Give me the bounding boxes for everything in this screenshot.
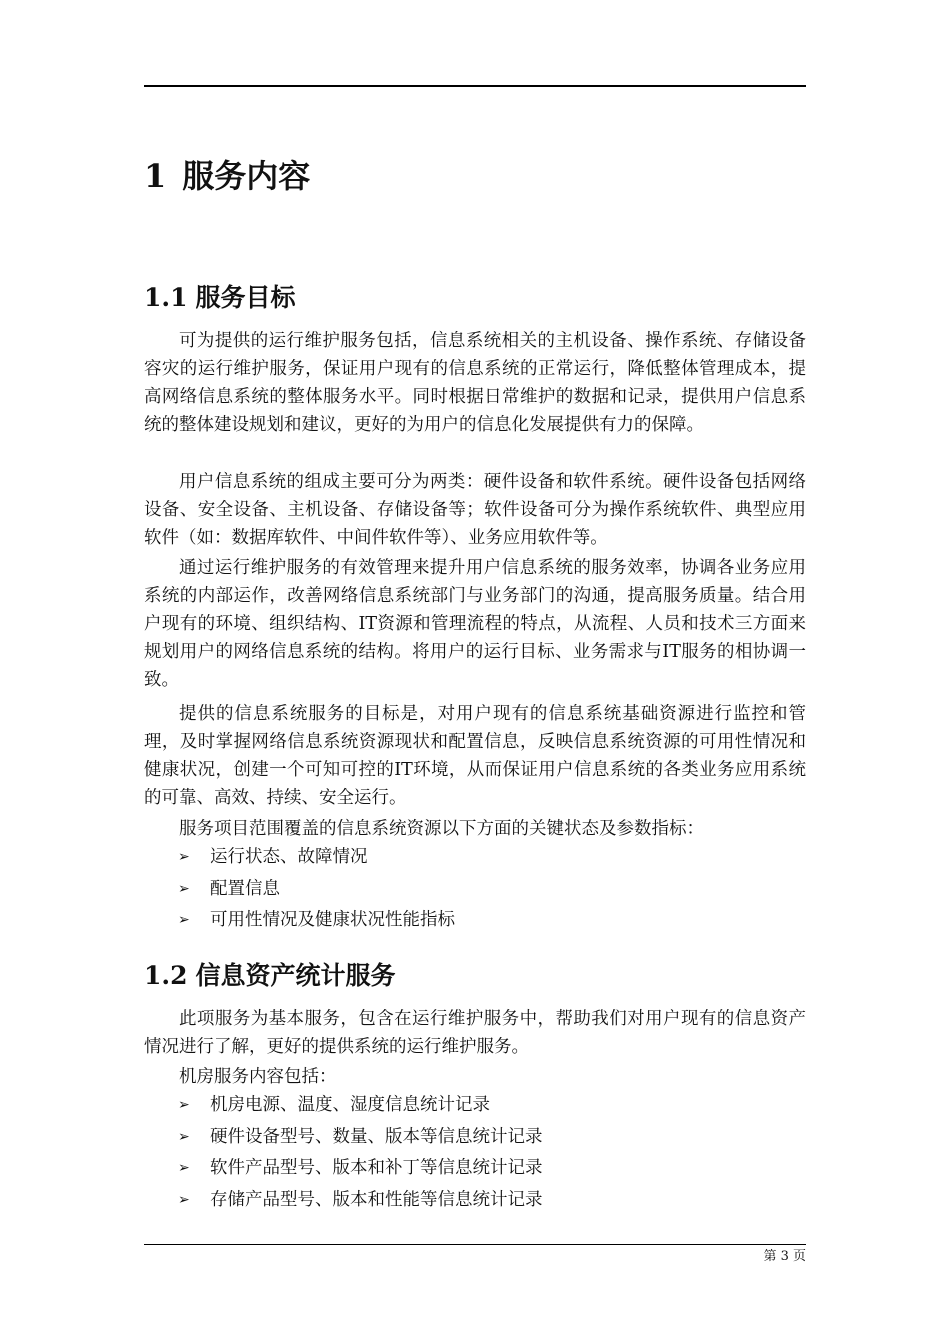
arrow-bullet-icon: ➢ xyxy=(178,1128,190,1145)
list-item: ➢ 硬件设备型号、数量、版本等信息统计记录 xyxy=(178,1122,543,1154)
arrow-bullet-icon: ➢ xyxy=(178,849,190,865)
arrow-bullet-icon: ➢ xyxy=(178,1191,190,1208)
chapter-heading xyxy=(144,156,310,196)
paragraph: 提供的信息系统服务的目标是，对用户现有的信息系统基础资源进行监控和管理，及时掌握网络信息系统资源现状和配置信息，反映信息系统资源的可用性情况和健康状况，创建一个可知可控的IT环境，从而保证用户信息系统的各类业务应用系统的可靠、高效、持续、安全运行。 xyxy=(144,704,806,808)
arrow-bullet-icon: ➢ xyxy=(178,880,190,897)
bullet-list xyxy=(178,1090,543,1216)
paragraph: 通过运行维护服务的有效管理来提升用户信息系统的服务效率，协调各业务应用系统的内部运作，改善网络信息系统部门与业务部门的沟通，提高服务质量。结合用户现有的环境、组织结构、IT资源和管理流程的特点，从流程、人员和技术三方面来规划用户的网络信息系统的结构。将用户的运行目标、业务需求与IT服务的相协调一致。 xyxy=(144,558,806,690)
list-item: ➢ 机房电源、温度、湿度信息统计记录 xyxy=(178,1090,543,1122)
paragraph: 用户信息系统的组成主要可分为两类：硬件设备和软件系统。硬件设备包括网络设备、安全设备、主机设备、存储设备等；软件设备可分为操作系统软件、典型应用软件（如：数据库软件、中间件软件等）、业务应用软件等。 xyxy=(144,472,806,548)
list-item: ➢ 存储产品型号、版本和性能等信息统计记录 xyxy=(178,1185,543,1217)
chapter-title: 服务内容 xyxy=(182,157,311,195)
list-item: ➢ 配置信息 xyxy=(178,874,455,906)
bullet-list xyxy=(178,842,455,937)
section-number: 1.1 xyxy=(144,283,188,312)
list-item: ➢ 运行状态、故障情况 xyxy=(178,842,455,874)
arrow-bullet-icon: ➢ xyxy=(178,1097,190,1113)
paragraph: 机房服务内容包括： xyxy=(179,1067,337,1087)
arrow-bullet-icon: ➢ xyxy=(178,1160,190,1176)
paragraph: 服务项目范围覆盖的信息系统资源以下方面的关键状态及参数指标： xyxy=(179,819,704,839)
chapter-number: 1 xyxy=(144,157,167,195)
footer-rule xyxy=(144,1244,806,1245)
header-rule xyxy=(144,85,806,87)
paragraph: 可为提供的运行维护服务包括，信息系统相关的主机设备、操作系统、存储设备容灾的运行维护服务，保证用户现有的信息系统的正常运行，降低整体管理成本，提高网络信息系统的整体服务水平。同时根据日常维护的数据和记录，提供用户信息系统的整体建设规划和建议，更好的为用户的信息化发展提供有力的保障。 xyxy=(144,331,806,435)
section-number: 1.2 xyxy=(144,961,188,990)
list-item: ➢ 软件产品型号、版本和补丁等信息统计记录 xyxy=(178,1153,543,1185)
arrow-bullet-icon: ➢ xyxy=(178,912,190,928)
section-title: 信息资产统计服务 xyxy=(195,961,396,990)
list-item: ➢ 可用性情况及健康状况性能指标 xyxy=(178,905,455,937)
section-heading-1-2 xyxy=(144,960,396,992)
section-heading-1-1 xyxy=(144,282,296,314)
paragraph: 此项服务为基本服务，包含在运行维护服务中，帮助我们对用户现有的信息资产情况进行了解，更好的提供系统的运行维护服务。 xyxy=(144,1009,806,1057)
section-title: 服务目标 xyxy=(195,283,296,312)
page-number: 第 3 页 xyxy=(763,1249,806,1264)
